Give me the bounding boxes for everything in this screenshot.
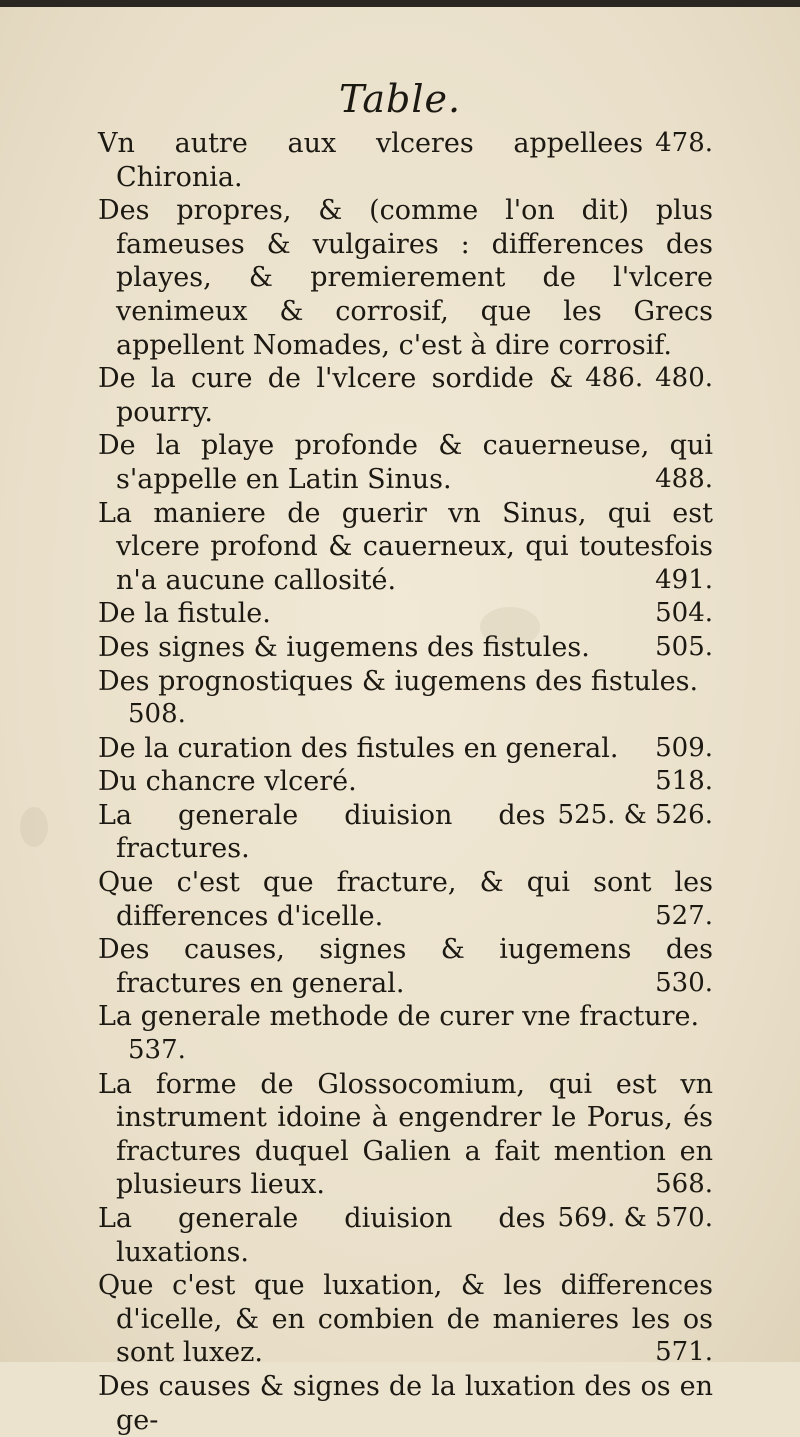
page-number: 480.	[655, 363, 713, 394]
page-number: 518.	[655, 766, 713, 797]
entry-text: De la playe profonde & cauerneuse, qui s'appelle en Latin Sinus.	[98, 430, 713, 495]
toc-entry	[98, 362, 713, 429]
page-number: 569. & 570.	[557, 1203, 713, 1233]
entry-text: La forme de Glossocomium, qui est vn instrument idoine à engendrer le Porus, és fractures duquel Galien a fait mention en plusieurs lieux.	[98, 1068, 713, 1201]
toc-entry	[98, 799, 713, 866]
entry-text: La generale diuision des fractures.	[98, 799, 546, 865]
page-number: 478.	[655, 128, 713, 158]
toc-entry	[98, 732, 713, 766]
entry-text: Des causes, signes & iugemens des fractures en general.	[98, 934, 713, 999]
page-number: 505.	[655, 631, 713, 662]
entry-text: Vn autre aux vlceres appellees Chironia.	[98, 128, 644, 193]
entry-text: Des propres, & (comme l'on dit) plus fameuses & vulgaires : differences des playes, & premierement de l'vlcere venimeux & corrosif, que les Grecs appellent Nomades, c'est à dire corrosif.	[98, 195, 713, 361]
page-number: 486.	[585, 363, 644, 394]
page-number: 508.	[128, 699, 186, 730]
toc-entry	[98, 631, 713, 665]
toc-entry	[98, 866, 713, 933]
entry-text: De la fistule.	[98, 598, 271, 630]
page-number: 568.	[655, 1169, 713, 1200]
toc-entry	[98, 1269, 713, 1370]
entry-text: Que c'est que luxation, & les differences d'icelle, & en combien de manieres les os sont luxez.	[98, 1270, 713, 1369]
toc-entry	[98, 597, 713, 631]
page-number: 491.	[655, 564, 713, 595]
page-number: 530.	[655, 967, 713, 998]
toc-entry	[98, 765, 713, 799]
entry-text: Du chancre vlceré.	[98, 766, 357, 798]
page-header: Table.	[338, 77, 462, 121]
page-stain	[20, 807, 48, 847]
entry-text: Des signes & iugemens des fistules.	[98, 631, 590, 663]
toc-entry	[98, 933, 713, 1000]
entry-text: Des causes & signes de la luxation des os en ge-	[98, 1370, 713, 1436]
entry-text: De la cure de l'vlcere sordide & pourry.	[98, 363, 574, 428]
page-number: 509.	[655, 732, 713, 763]
book-page	[0, 7, 800, 1436]
entry-text: La maniere de guerir vn Sinus, qui est vlcere profond & cauerneux, qui toutesfois n'a aucune callosité.	[98, 497, 713, 596]
page-number: 488.	[655, 463, 713, 494]
page-number: 525. & 526.	[557, 799, 713, 830]
entry-text: La generale diuision des luxations.	[98, 1203, 546, 1268]
toc-entry	[98, 497, 713, 598]
toc-entry	[98, 429, 713, 496]
entry-text: La generale methode de curer vne fracture.	[98, 1001, 700, 1033]
page-number: 537.	[128, 1035, 186, 1066]
page-number: 504.	[655, 598, 713, 629]
toc-entry	[98, 1370, 713, 1437]
entry-text: De la curation des fistules en general.	[98, 732, 619, 764]
page-number: 571.	[655, 1337, 713, 1368]
toc-entry	[98, 127, 713, 194]
page-number: 527.	[655, 900, 713, 931]
toc-entry	[98, 1000, 713, 1067]
entry-text: Que c'est que fracture, & qui sont les differences d'icelle.	[98, 867, 713, 932]
toc-entry	[98, 665, 713, 732]
scan-top-edge	[0, 0, 800, 7]
table-of-contents	[98, 127, 713, 1437]
entry-text: Des prognostiques & iugemens des fistules.	[98, 665, 699, 697]
toc-entry	[98, 1202, 713, 1269]
toc-entry	[98, 1068, 713, 1202]
